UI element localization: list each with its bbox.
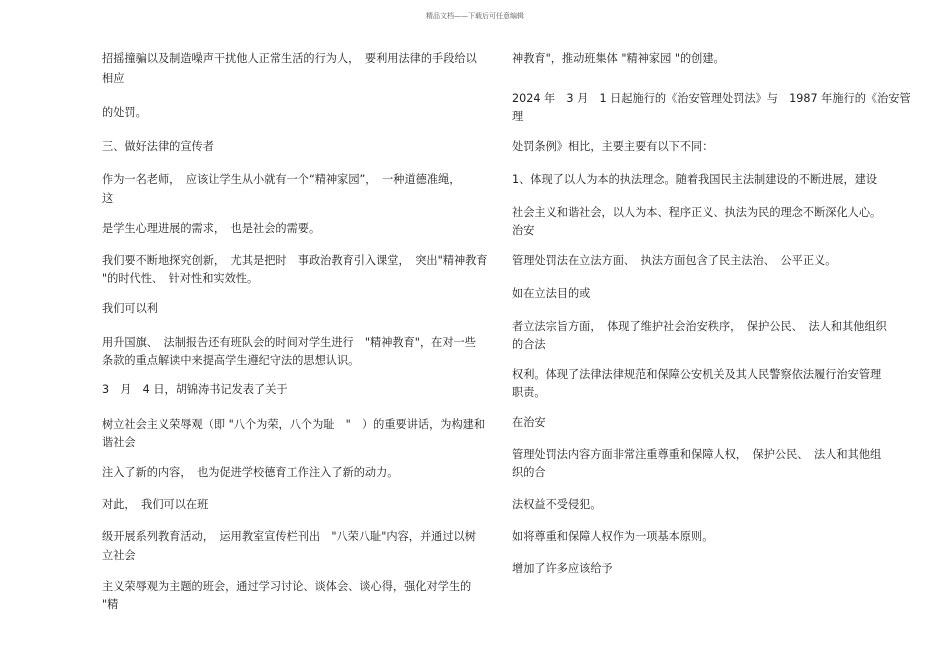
- paragraph-line: 我们要不断地探究创新， 尤其是把时 事政治教育引入课堂， 突出"精神教育: [102, 254, 488, 267]
- page-header: 精品文档——下载后可任意编辑: [426, 12, 524, 20]
- paragraph-line: 主义荣辱观为主题的班会，通过学习讨论、谈体会、谈心得，强化对学生的: [102, 580, 472, 593]
- paragraph-line: 管理处罚法在立法方面、 执法方面包含了民主法治、 公平正义。: [512, 254, 837, 267]
- paragraph-line: 1、体现了以人为本的执法理念。随着我国民主法制建设的不断进展，建设: [512, 173, 878, 186]
- paragraph-line: 树立社会主义荣辱观（即 "八个为荣，八个为耻 " ）的重要讲话，为构建和: [102, 418, 486, 431]
- paragraph-line: 法权益不受侵犯。: [512, 498, 602, 511]
- paragraph-line: 织的合: [512, 466, 546, 479]
- paragraph-line: 用升国旗、 法制报告还有班队会的时间对学生进行 "精神教育"，在对一些: [102, 336, 476, 349]
- paragraph-line: 作为一名老师， 应该让学生从小就有一个“精神家园”， 一种道德准绳，: [102, 173, 461, 186]
- paragraph-line: 神教育"，推动班集体 "精神家园 "的创建。: [512, 52, 725, 65]
- paragraph-line: 权利。体现了法律法律规范和保障公安机关及其人民警察依法履行治安管理: [512, 368, 882, 381]
- paragraph-line: 理: [512, 110, 524, 123]
- paragraph-line: 社会主义和谐社会，以人为本、程序正义、执法为民的理念不断深化人心。: [512, 206, 882, 219]
- paragraph-line: 的合法: [512, 338, 546, 351]
- paragraph-line: 立社会: [102, 549, 136, 562]
- paragraph-line: 条款的重点解读中来提高学生遵纪守法的思想认识。: [102, 354, 360, 367]
- paragraph-line: 这: [102, 192, 114, 205]
- paragraph-line: 是学生心理进展的需求， 也是社会的需要。: [102, 222, 321, 235]
- paragraph-line: 谐社会: [102, 436, 136, 449]
- paragraph-line: 的处罚。: [102, 106, 147, 119]
- paragraph-line: 处罚条例》相比，主要主要有以下不同：: [512, 140, 714, 153]
- paragraph-line: 职责。: [512, 386, 546, 399]
- paragraph-line: 如将尊重和保障人权作为一项基本原则。: [512, 530, 714, 543]
- paragraph-line: 对此， 我们可以在班: [102, 498, 209, 511]
- paragraph-line: 招摇撞骗以及制造噪声干扰他人正常生活的行为人， 要利用法律的手段给以: [102, 52, 477, 65]
- section-heading: 三、做好法律的宣传者: [102, 140, 214, 153]
- paragraph-line: 如在立法目的或: [512, 287, 591, 300]
- paragraph-line: 增加了许多应该给予: [512, 562, 613, 575]
- paragraph-line: 级开展系列教育活动， 运用教室宣传栏刊出 "八荣八耻"内容，并通过以树: [102, 530, 476, 543]
- paragraph-line: 相应: [102, 72, 125, 85]
- paragraph-line: 在治安: [512, 416, 546, 429]
- paragraph-line: 我们可以利: [102, 302, 158, 315]
- paragraph-line: 2024 年 3 月 1 日起施行的《治安管理处罚法》与 1987 年施行的《治安管: [512, 92, 911, 105]
- paragraph-line: 管理处罚法内容方面非常注重尊重和保障人权， 保护公民、 法人和其他组: [512, 448, 882, 461]
- paragraph-line: "精: [102, 598, 119, 611]
- paragraph-line: 治安: [512, 224, 535, 237]
- paragraph-line: 者立法宗旨方面， 体现了维护社会治安秩序， 保护公民、 法人和其他组织: [512, 320, 887, 333]
- paragraph-line: "的时代性、 针对性和实效性。: [102, 272, 259, 285]
- paragraph-line: 3 月 4 日，胡锦涛书记发表了关于: [102, 383, 288, 396]
- paragraph-line: 注入了新的内容， 也为促进学校德育工作注入了新的动力。: [102, 466, 399, 479]
